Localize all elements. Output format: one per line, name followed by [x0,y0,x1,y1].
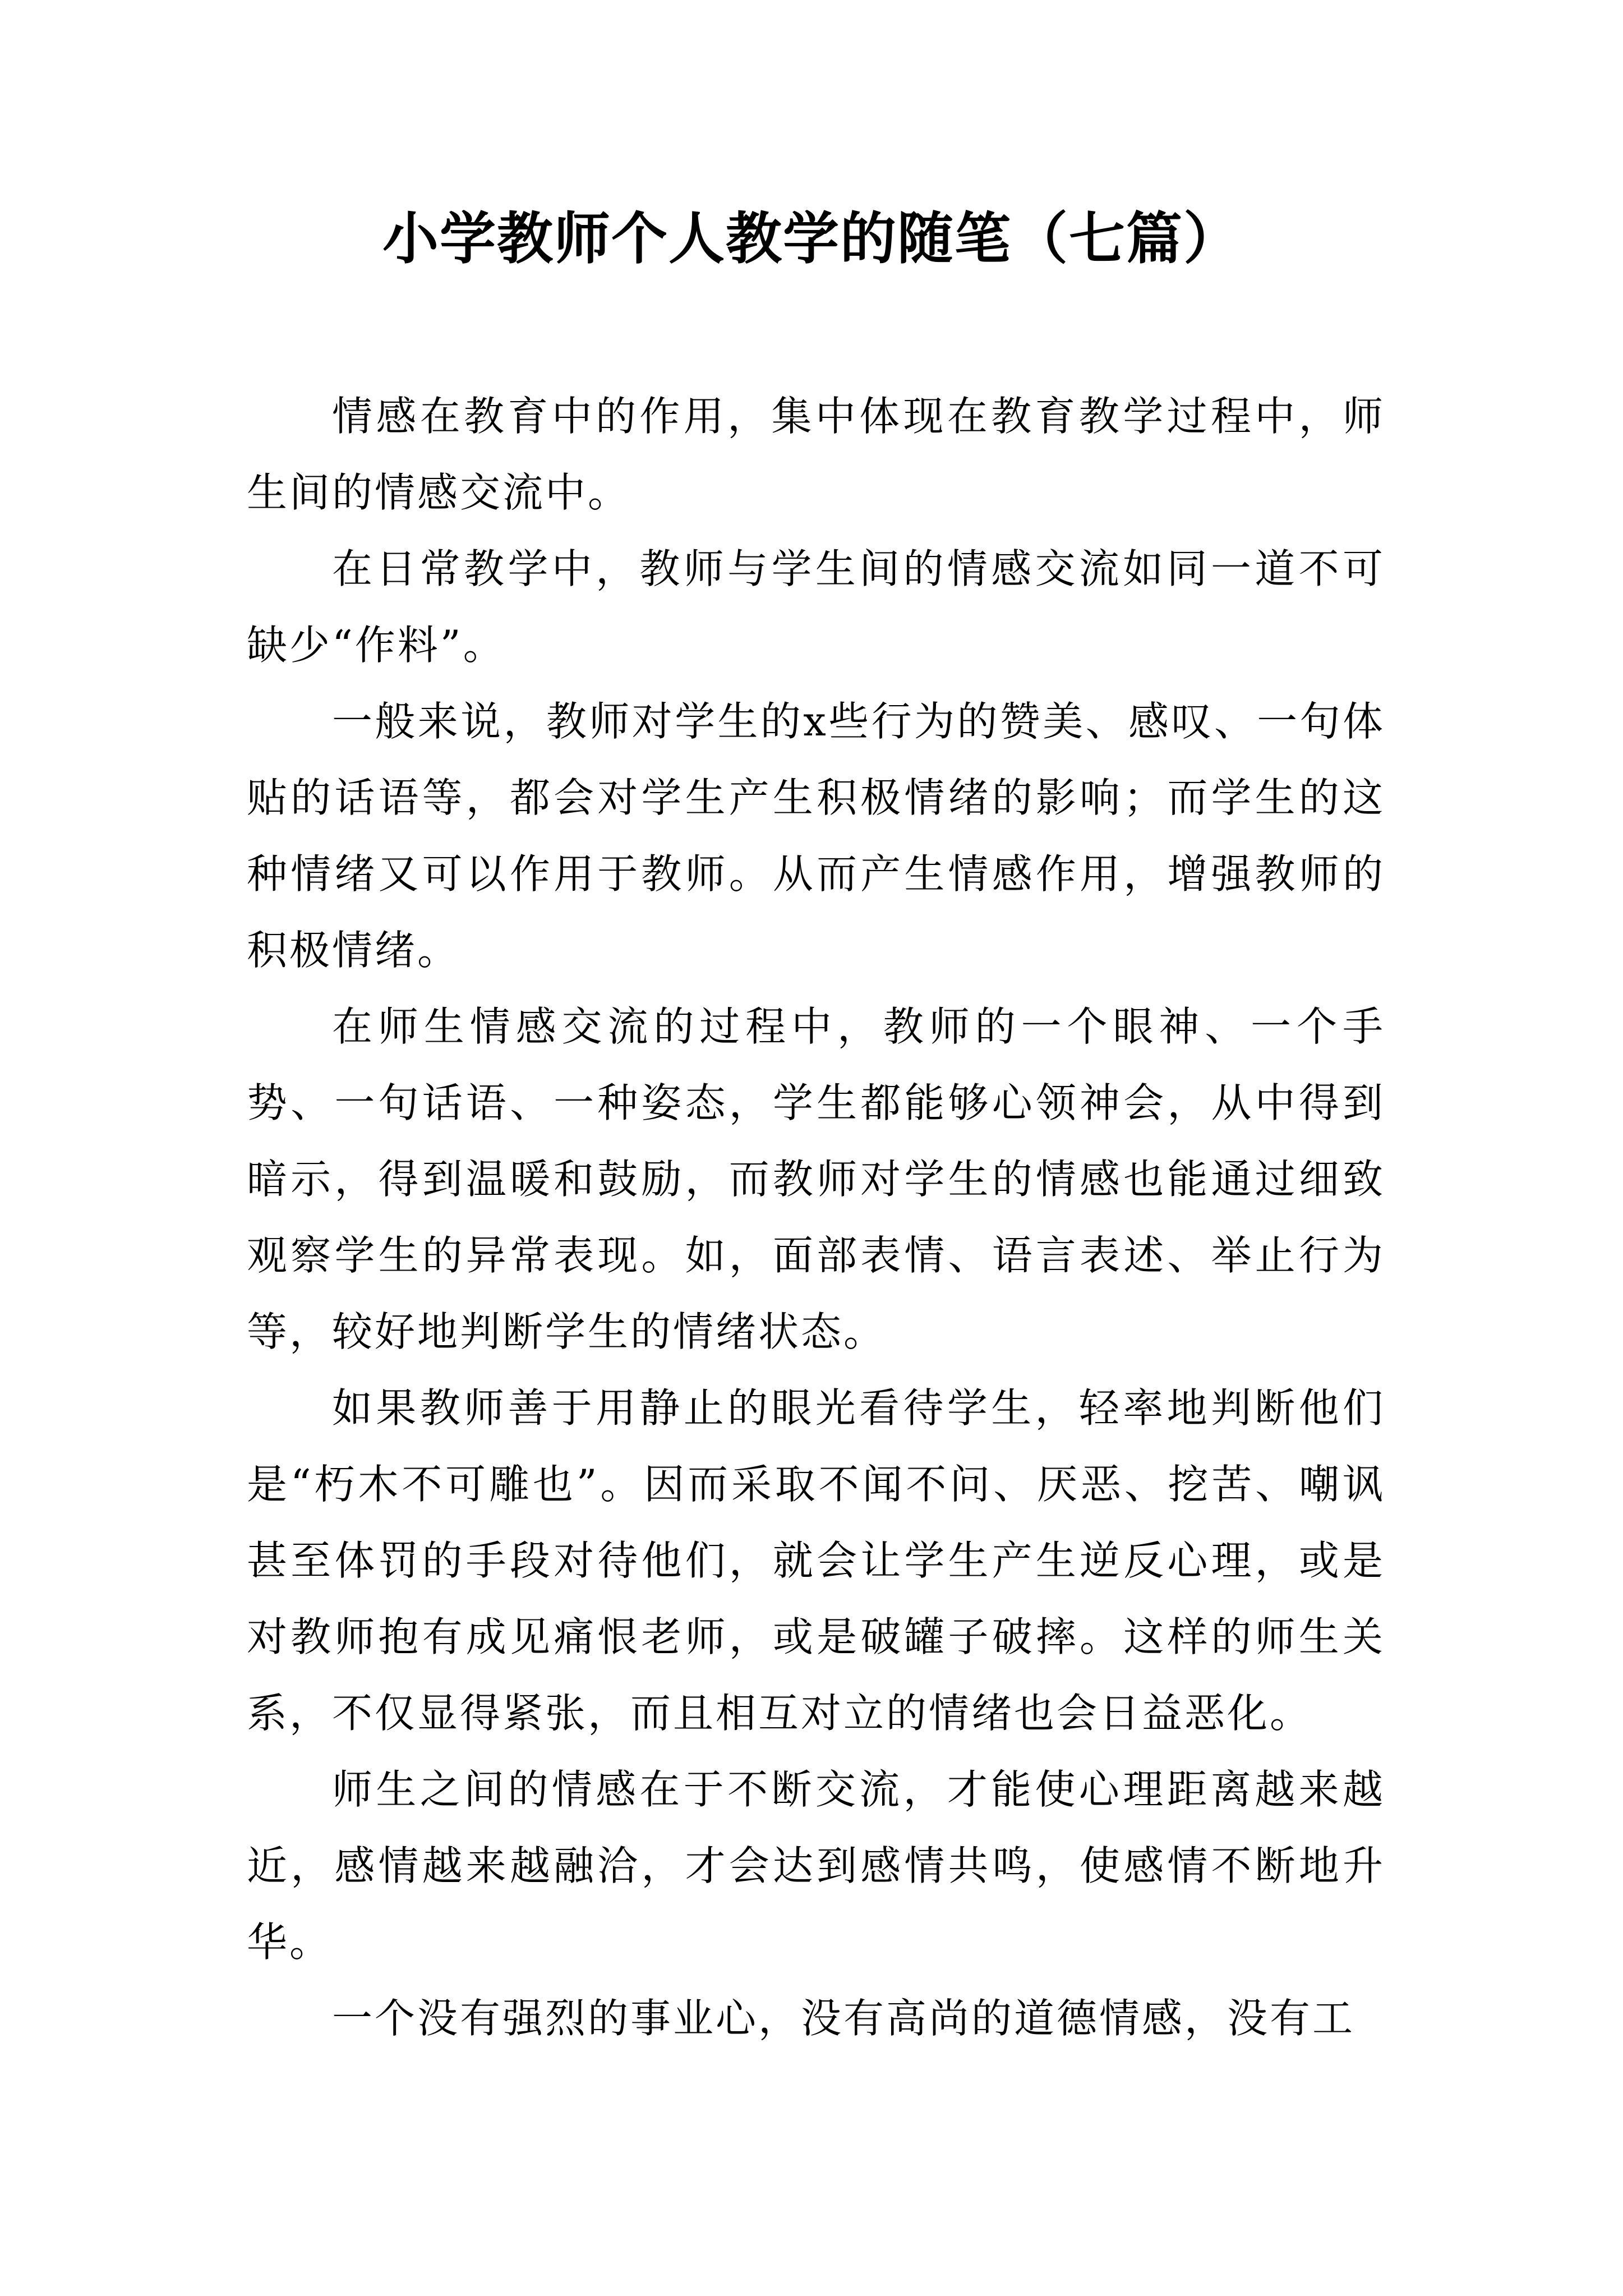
paragraph: 如果教师善于用静止的眼光看待学生，轻率地判断他们是“朽木不可雕也”。因而采取不闻不问、厌恶、挖苦、嘲讽甚至体罚的手段对待他们，就会让学生产生逆反心理，或是对教师抱有成见痛恨老师，或是破罐子破摔。这样的师生关系，不仅显得紧张，而且相互对立的情绪也会日益恶化。 [247,1384,1385,1737]
paragraph: 师生之间的情感在于不断交流，才能使心理距离越来越近，感情越来越融洽，才会达到感情共鸣，使感情不断地升华。 [247,1766,1385,1966]
document-body [247,378,1385,2056]
document-title: 小学教师个人教学的随笔（七篇） [382,205,1241,272]
paragraph: 情感在教育中的作用，集中体现在教育教学过程中，师生间的情感交流中。 [247,393,1385,516]
paragraph: 在师生情感交流的过程中，教师的一个眼神、一个手势、一句话语、一种姿态，学生都能够心领神会，从中得到暗示，得到温暖和鼓励，而教师对学生的情感也能通过细致观察学生的异常表现。如，面部表情、语言表述、举止行为等，较好地判断学生的情绪状态。 [247,1003,1385,1355]
paragraph: 一个没有强烈的事业心，没有高尚的道德情感，没有工 [332,1995,1355,2042]
paragraph: 在日常教学中，教师与学生间的情感交流如同一道不可缺少“作料”。 [247,545,1385,669]
paragraph: 一般来说，教师对学生的x些行为的赞美、感叹、一句体贴的话语等，都会对学生产生积极情绪的影响；而学生的这种情绪又可以作用于教师。从而产生情感作用，增强教师的积极情绪。 [247,698,1385,974]
